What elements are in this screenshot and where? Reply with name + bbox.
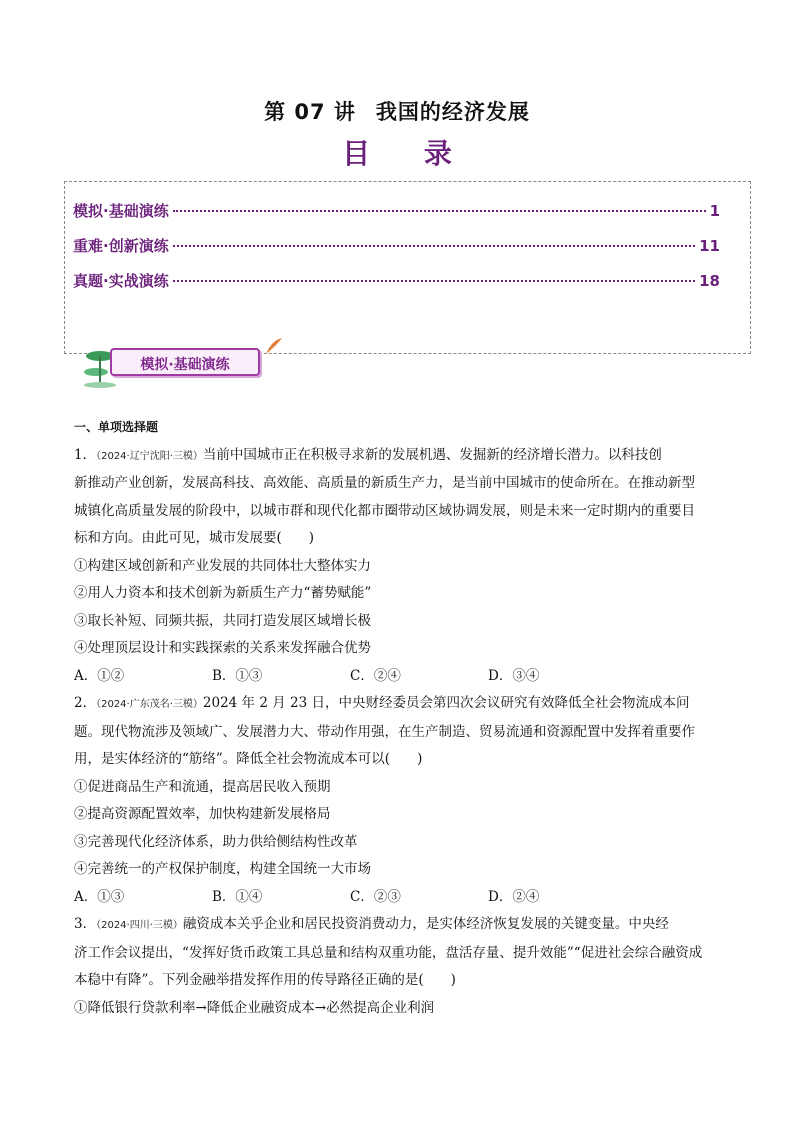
statement-item: ④处理顶层设计和实践探索的关系来发挥融合优势 [74,640,371,656]
toc-item-page: 11 [699,237,720,255]
option-c[interactable]: C．②③ [350,888,401,905]
option-d[interactable]: D．③④ [488,667,540,684]
statement-item: ③完善现代化经济体系，助力供给侧结构性改革 [74,833,358,850]
toc-item-page: 1 [709,202,720,220]
option-c[interactable]: C．②④ [350,667,401,684]
answer-options [74,884,724,912]
statement-item: ③取长补短、同频共振，共同打造发展区域增长极 [74,612,371,629]
toc-leader-dots [173,210,706,212]
toc-item[interactable] [73,270,720,291]
option-a[interactable]: A．①② [74,667,125,684]
question-number: 1． [74,446,97,463]
question-number: 3． [74,916,97,932]
question-1-stem [74,442,724,471]
question-source: （2024·辽宁沈阳·三模） [96,450,203,462]
table-of-contents [64,181,751,354]
leaf-decoration-icon [262,336,284,358]
statement-item: ②用人力资本和技术创新为新质生产力“蓄势赋能” [74,585,372,601]
stem-line: 题。现代物流涉及领域广、发展潜力大、带动作用强，在生产制造、贸易流通和资源配置中发挥着重要作 [74,723,695,740]
question-number: 2． [74,695,97,711]
option-b[interactable]: B．①③ [212,667,263,684]
stem-line: 城镇化高质量发展的阶段中，以城市群和现代化都市圈带动区域协调发展，则是未来一定时期内的重要目 [74,502,695,519]
statement-item: ①降低银行贷款利率→降低企业融资成本→必然提高企业利润 [74,999,435,1016]
toc-item[interactable] [73,200,720,221]
document-title [0,96,794,126]
statement-item: ②提高资源配置效率，加快构建新发展格局 [74,806,331,822]
option-d[interactable]: D．②④ [488,888,540,905]
question-2-stem [74,690,724,719]
stem-line: 当前中国城市正在积极寻求新的发展机遇、发掘新的经济增长潜力。以科技创 [202,446,662,463]
toc-item-label: 重难·创新演练 [73,237,169,255]
toc-leader-dots [173,245,695,247]
stem-line: 2024 年 2 月 23 日，中央财经委员会第四次会议研究有效降低全社会物流成本问 [202,695,690,711]
toc-item-label: 模拟·基础演练 [73,202,169,220]
section-badge [82,340,282,386]
question-source: （2024·四川·三模） [96,920,183,931]
stem-line: 济工作会议提出，“发挥好货币政策工具总量和结构双重功能，盘活存量、提升效能”“促进社会综合融资成 [74,944,703,961]
lecture-topic: 我国的经济发展 [375,100,530,124]
statement-item: ④完善统一的产权保护制度，构建全国统一大市场 [74,861,371,877]
section-title: 一、单项选择题 [74,420,159,434]
section-badge-frame [110,348,260,376]
toc-heading: 目 录 [342,137,474,170]
stem-line: 新推动产业创新，发展高科技、高效能、高质量的新质生产力，是当前中国城市的使命所在。在推动新型 [74,475,695,491]
stem-line: 融资成本关乎企业和居民投资消费动力，是实体经济恢复发展的关键变量。中央经 [182,916,669,932]
statement-item: ①构建区域创新和产业发展的共同体壮大整体实力 [74,557,371,574]
question-3-stem [74,911,724,940]
toc-item[interactable] [73,235,720,256]
answer-options [74,663,724,691]
toc-item-label: 真题·实战演练 [73,272,169,290]
question-source: （2024·广东茂名·三模） [96,699,203,710]
stem-line: 用，是实体经济的“筋络”。降低全社会物流成本可以( ) [74,751,423,767]
question-content [74,414,724,1022]
stem-line: 标和方向。由此可见，城市发展要( ) [74,530,315,546]
option-a[interactable]: A．①③ [74,888,125,905]
statement-item: ①促进商品生产和流通，提高居民收入预期 [74,778,331,795]
lecture-number: 第 07 讲 [264,100,356,124]
section-badge-label: 模拟·基础演练 [140,357,230,373]
toc-item-page: 18 [699,272,720,290]
toc-leader-dots [173,280,695,282]
stem-line: 本稳中有降”。下列金融举措发挥作用的传导路径正确的是( ) [74,972,456,988]
option-b[interactable]: B．①④ [212,888,263,905]
